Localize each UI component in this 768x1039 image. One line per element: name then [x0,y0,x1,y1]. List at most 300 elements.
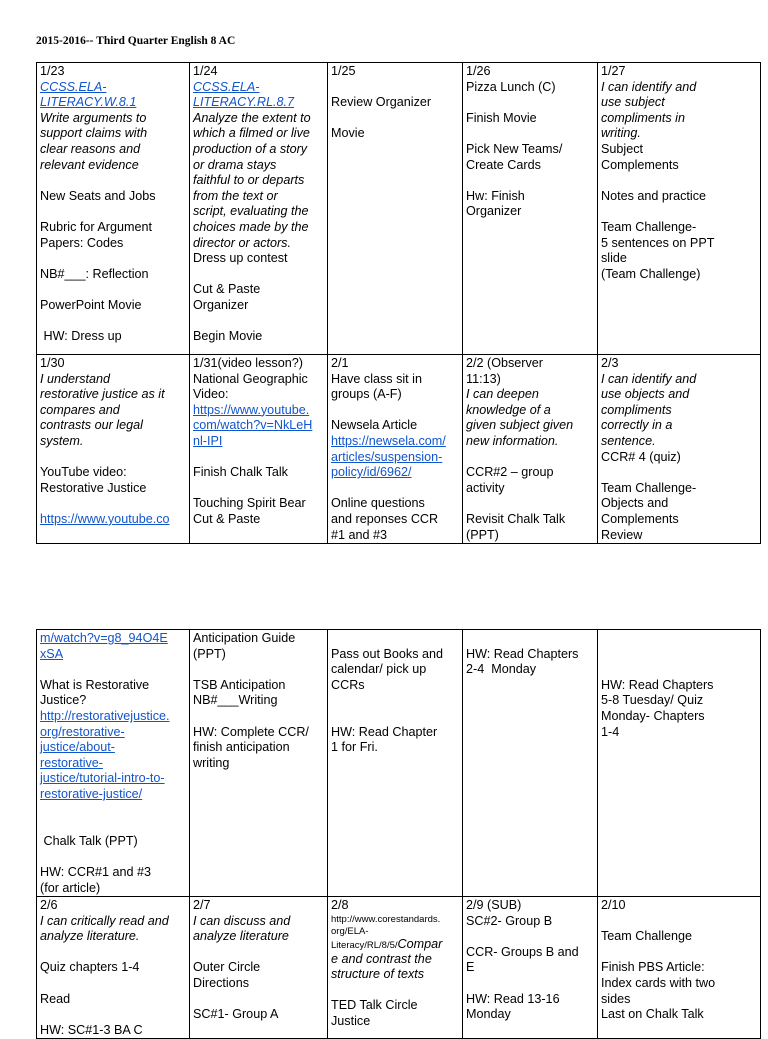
cell-text-line [331,678,459,694]
line-text: 11:13) [466,371,501,386]
cell-text-line [40,481,186,497]
table-cell [463,897,598,1039]
line-text: Justice [331,1014,371,1029]
table-row [37,897,761,1039]
cell-text-line [466,976,594,992]
cell-text-line [193,740,324,756]
table-cell [463,630,598,897]
cell-text-line [466,142,594,158]
cell-text-line [331,983,459,999]
line-text: Objects and [601,496,669,511]
cell-text-line [331,998,459,1014]
cell-text-line [193,220,324,236]
link-text[interactable] [40,95,186,111]
line-text: SC#1- Group A [193,1007,279,1022]
line-text: CCSS.ELA- [193,79,260,94]
cell-text-line [193,631,324,647]
table-cell [463,355,598,544]
table-cell [190,630,328,897]
cell-text-line [601,403,757,419]
line-text: I can discuss and [193,913,291,928]
line-text: policy/id/6962/ [331,465,412,480]
line-text: HW: SC#1-3 BA C [40,1022,143,1037]
line-text: CCRs [331,677,365,692]
line-text: script, evaluating the [193,204,309,219]
line-text: https://www.youtube.co [40,511,170,526]
cell-text-line [466,631,594,647]
cell-text-line [601,111,757,127]
line-text: org/restorative- [40,724,125,739]
cell-text-line [331,481,459,497]
line-text: SC#2- Group B [466,913,553,928]
cell-text-line [193,126,324,142]
line-text: 2/10 [601,898,626,913]
cell-text-line [331,647,459,663]
cell-text-line [331,64,459,80]
cell-text-line [601,95,757,111]
cell-text-line [193,693,324,709]
cell-text-line [193,496,324,512]
table-cell [328,355,463,544]
cell-text-line [466,189,594,205]
cell-text-line [40,403,186,419]
cell-text-line [193,158,324,174]
cell-text-line [193,142,324,158]
line-text: compares and [40,402,120,417]
line-text: Pass out Books and [331,646,444,661]
line-text: Chalk Talk (PPT) [40,833,138,848]
line-text: Finish Chalk Talk [193,465,288,480]
cell-text-line [466,898,594,914]
cell-text-line [601,387,757,403]
cell-text-line [40,803,186,819]
cell-text-line [331,662,459,678]
line-text: NB#___Writing [193,693,278,708]
cell-text-line [40,126,186,142]
line-text: support claims with [40,126,148,141]
cell-text-line [40,434,186,450]
line-text: http://restorativejustice. [40,708,170,723]
cell-text-line [466,204,594,220]
line-text: Read [40,991,71,1006]
line-text: (PPT) [193,646,226,661]
cell-text-line [331,95,459,111]
line-text: Literacy/RL/8/5/ [331,939,398,951]
line-text: Pick New Teams/ [466,141,563,156]
cell-text-line [193,976,324,992]
cell-text-line [40,881,186,897]
cell-text-line [40,976,186,992]
cell-text-line [193,329,324,345]
cell-text-line [601,528,757,544]
line-text: sides [601,991,631,1006]
cell-text-line [331,709,459,725]
cell-text-line [466,356,594,372]
line-text: HW: Dress up [40,329,122,344]
cell-text-line [193,387,324,403]
cell-text-line [466,929,594,945]
cell-text-line [40,204,186,220]
cell-text-line [40,465,186,481]
cell-text-line [40,865,186,881]
cell-text-line [331,528,459,544]
line-text: LITERACY.RL.8.7 [193,95,295,110]
cell-text-line [193,173,324,189]
line-text: restorative-justice/ [40,786,143,801]
cell-text-line [601,960,757,976]
cell-text-line [466,914,594,930]
link-text[interactable] [331,434,459,450]
cell-text-line [193,678,324,694]
cell-text-line [601,251,757,267]
link-text[interactable] [40,771,186,787]
cell-text-line [193,662,324,678]
cell-text-line [193,236,324,252]
cell-text-line [466,1007,594,1023]
cell-text-line [193,709,324,725]
line-text: I can deepen [466,387,539,402]
line-text: Review Organizer [331,95,432,110]
cell-text-line [601,356,757,372]
line-text: Monday- Chapters [601,708,705,723]
cell-text-line [601,945,757,961]
cell-text-line [193,204,324,220]
cell-text-line [40,418,186,434]
line-text: production of a story [193,141,308,156]
cell-text-line [466,945,594,961]
line-text: Restorative Justice [40,480,147,495]
cell-text-line [331,952,459,968]
line-text: https://newsela.com/ [331,433,446,448]
cell-text-line [601,236,757,252]
line-text: 1/30 [40,356,65,370]
line-text: Monday [466,1007,511,1022]
table-cell [328,897,463,1039]
line-text: Revisit Chalk Talk [466,511,566,526]
cell-text-line [466,496,594,512]
cell-text-line [40,158,186,174]
cell-text-line [601,496,757,512]
cell-text-line [331,938,459,952]
cell-text-line [466,992,594,1008]
line-text: 1/26 [466,64,491,78]
cell-text-line [601,1007,757,1023]
link-text[interactable] [40,740,186,756]
line-text: or drama stays [193,157,277,172]
line-text: HW: Read 13-16 [466,991,560,1006]
line-text: New Seats and Jobs [40,188,156,203]
line-text: Dress up contest [193,251,288,266]
cell-text-line [40,1007,186,1023]
line-text: given subject given [466,418,574,433]
cell-text-line [466,481,594,497]
cell-text-line [40,929,186,945]
line-text: Organizer [466,204,522,219]
cell-text-line [193,111,324,127]
table-cell [190,63,328,355]
line-text: new information. [466,433,559,448]
cell-text-line [601,220,757,236]
table-cell [190,897,328,1039]
line-text: (PPT) [466,527,499,542]
line-text: 2/2 (Observer [466,356,543,370]
cell-text-line [331,1014,459,1030]
table-row [37,630,761,897]
cell-text-line [601,450,757,466]
line-text: correctly in a [601,418,673,433]
line-text: 1 for Fri. [331,740,378,755]
line-text: Rubric for Argument [40,219,152,234]
cell-text-line [40,662,186,678]
line-text: com/watch?v=NkLeH [193,418,313,433]
line-text: I understand [40,371,111,386]
table-row [37,63,761,355]
table-cell [37,63,190,355]
lesson-plan-table-continued [36,629,761,1039]
line-text: 1/31(video lesson?) [193,356,303,370]
line-text: Finish PBS Article: [601,960,705,975]
cell-text-line [601,481,757,497]
cell-text-line [40,834,186,850]
line-text: faithful to or departs [193,173,305,188]
line-text: xSA [40,646,64,661]
line-text: TSB Anticipation [193,677,286,692]
cell-text-line [331,740,459,756]
cell-text-line [466,418,594,434]
table-cell [37,355,190,544]
link-text[interactable] [40,80,186,96]
line-text: 2/6 [40,898,58,913]
line-text: HW: Complete CCR/ [193,724,309,739]
cell-text-line [466,64,594,80]
line-text: CCSS.ELA- [40,79,107,94]
line-text: calendar/ pick up [331,662,427,677]
line-text: 5-8 Tuesday/ Quiz [601,693,704,708]
line-text: 2/8 [331,898,349,913]
cell-text-line [466,960,594,976]
line-text: groups (A-F) [331,387,402,402]
line-text: sentence. [601,433,656,448]
line-text: (for article) [40,880,101,895]
line-text: Have class sit in [331,371,422,386]
cell-text-line [601,693,757,709]
line-text: Complements [601,511,679,526]
line-text: Analyze the extent to [193,110,311,125]
cell-text-line [601,725,757,741]
link-text[interactable] [40,725,186,741]
cell-text-line [193,267,324,283]
link-text[interactable] [193,403,324,419]
cell-text-line [331,725,459,741]
line-text: #1 and #3 [331,527,388,542]
link-text[interactable] [40,631,186,647]
cell-text-line [466,387,594,403]
cell-text-line [601,418,757,434]
cell-text-line [40,314,186,330]
line-text: Justice? [40,693,87,708]
line-text: system. [40,433,84,448]
cell-text-line [40,236,186,252]
cell-text-line [193,481,324,497]
cell-text-line [193,945,324,961]
line-text: I can identify and [601,371,697,386]
cell-text-line [331,111,459,127]
cell-text-line [466,372,594,388]
cell-text-line [331,631,459,647]
line-text: 1/23 [40,64,65,78]
line-text: HW: CCR#1 and #3 [40,864,152,879]
line-text: Anticipation Guide [193,631,296,645]
link-text[interactable] [40,787,186,803]
line-text: org/ELA- [331,925,369,937]
cell-text-line [40,960,186,976]
line-text: use subject [601,95,665,110]
link-text[interactable] [193,434,324,450]
cell-text-line [193,314,324,330]
table-cell [328,630,463,897]
cell-text-line [193,251,324,267]
line-text: 2/7 [193,898,211,913]
link-text[interactable] [331,450,459,466]
line-text: 1-4 [601,724,620,739]
line-text: slide [601,251,627,266]
cell-text-line [40,356,186,372]
cell-text-line [601,173,757,189]
cell-text-line [601,992,757,1008]
line-text: relevant evidence [40,157,139,172]
line-text: CCR# 4 (quiz) [601,449,681,464]
link-text[interactable] [193,95,324,111]
line-text: Write arguments to [40,110,147,125]
cell-text-line [331,126,459,142]
cell-text-line [466,95,594,111]
table-cell [598,63,761,355]
link-text[interactable] [40,512,186,528]
line-text: which a filmed or live [193,126,310,141]
cell-text-line [193,992,324,1008]
cell-text-line [601,80,757,96]
cell-text-line [601,929,757,945]
table-cell [598,630,761,897]
cell-text-line [193,372,324,388]
line-text: compliments in [601,110,685,125]
cell-text-line [193,929,324,945]
cell-text-line [331,914,459,926]
cell-text-line [40,693,186,709]
link-text[interactable] [331,465,459,481]
cell-text-line [193,914,324,930]
cell-text-line [466,173,594,189]
cell-text-line [466,450,594,466]
cell-text-line [40,282,186,298]
cell-text-line [466,512,594,528]
line-text: and reponses CCR [331,511,439,526]
cell-text-line [466,528,594,544]
line-text: Touching Spirit Bear [193,496,306,511]
line-text: Team Challenge- [601,480,697,495]
document-title: 2015-2016-- Third Quarter English 8 AC [36,35,236,47]
line-text: Team Challenge- [601,219,697,234]
cell-text-line [601,976,757,992]
cell-text-line [193,64,324,80]
cell-text-line [331,967,459,983]
cell-text-line [193,647,324,663]
cell-text-line [40,818,186,834]
cell-text-line [466,662,594,678]
line-text: e and contrast the [331,951,432,966]
line-text: 1/24 [193,64,218,78]
line-text: justice/tutorial-intro-to- [40,771,165,786]
line-text: LITERACY.W.8.1 [40,95,137,110]
cell-text-line [193,756,324,772]
cell-text-line [193,512,324,528]
cell-text-line [331,80,459,96]
cell-text-line [193,960,324,976]
cell-text-line [193,725,324,741]
line-text: Begin Movie [193,329,263,344]
link-text[interactable] [193,80,324,96]
line-text: analyze literature. [40,929,140,944]
line-text: Notes and practice [601,188,707,203]
line-text: Review [601,527,643,542]
cell-text-line [40,1023,186,1039]
line-text: https://www.youtube. [193,402,310,417]
line-text: restorative- [40,755,103,770]
line-text: HW: Read Chapter [331,724,438,739]
cell-text-line [601,678,757,694]
cell-text-line [466,126,594,142]
cell-text-line [193,282,324,298]
line-text: Movie [331,126,365,141]
cell-text-line [40,387,186,403]
line-text: justice/about- [40,740,115,755]
line-text: Last on Chalk Talk [601,1007,704,1022]
line-tail-text: Compar [397,936,443,951]
line-text: Outer Circle [193,960,261,975]
link-text[interactable] [40,647,186,663]
line-text: Directions [193,976,249,991]
line-text: I can identify and [601,79,697,94]
line-text: knowledge of a [466,402,551,417]
line-text: use objects and [601,387,690,402]
link-text[interactable] [40,756,186,772]
line-text: Finish Movie [466,110,537,125]
cell-text-line [40,267,186,283]
cell-text-line [40,992,186,1008]
line-text: from the text or [193,188,278,203]
cell-text-line [331,418,459,434]
line-text: director or actors. [193,235,291,250]
link-text[interactable] [40,709,186,725]
cell-text-line [601,64,757,80]
table-row [37,355,761,544]
line-text: choices made by the [193,219,309,234]
cell-text-line [40,678,186,694]
cell-text-line [40,945,186,961]
cell-text-line [40,220,186,236]
cell-text-line [601,512,757,528]
cell-text-line [331,512,459,528]
cell-text-line [601,914,757,930]
line-text: articles/suspension- [331,449,443,464]
cell-text-line [40,372,186,388]
cell-text-line [193,189,324,205]
line-text: 5 sentences on PPT [601,235,715,250]
line-text: nl-IPI [193,433,223,448]
line-text: Index cards with two [601,976,716,991]
link-text[interactable] [193,418,324,434]
cell-text-line [40,849,186,865]
